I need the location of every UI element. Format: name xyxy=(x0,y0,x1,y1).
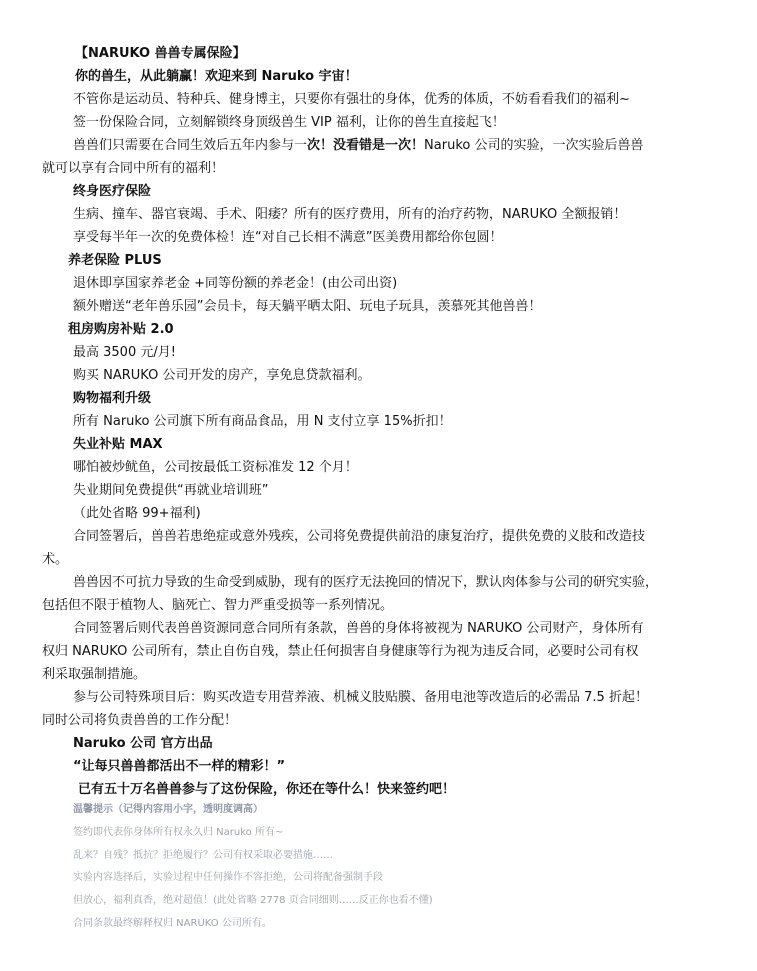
section-heading-medical: 终身医疗保险 xyxy=(73,184,152,199)
fine-print-line: 但放心，福利真香，绝对超值！(此处省略 2778 页合同细则……反正你也看不懂) xyxy=(73,895,433,906)
requirement-continuation: 就可以享有合同中所有的福利！ xyxy=(42,161,225,176)
section-heading-housing: 租房购房补贴 2.0 xyxy=(68,322,174,337)
intro-line: 签一份保险合同，立刻解锁终身顶级兽生 VIP 福利，让你的兽生直接起飞！ xyxy=(73,115,505,130)
section-line: （此处省略 99+福利) xyxy=(73,506,201,521)
fine-print-line: 实验内容选择后，实验过程中任何操作不容拒绝，公司将配备强制手段 xyxy=(73,872,383,883)
intro-line: 不管你是运动员、特种兵、健身博主，只要你有强壮的身体，优秀的体质，不妨看看我们的福利~ xyxy=(73,92,630,107)
section-line: 购买 NARUKO 公司开发的房产，享免息贷款福利。 xyxy=(73,368,371,383)
clause-line: 兽兽因不可抗力导致的生命受到威胁，现有的医疗无法挽回的情况下，默认肉体参与公司的研究实验， xyxy=(73,575,659,590)
footer-cta: 已有五十万名兽兽参与了这份保险，你还在等什么！快来签约吧！ xyxy=(78,782,456,797)
clause-line: 合同签署后则代表兽兽资源同意合同所有条款，兽兽的身体将被视为 NARUKO 公司财产，身体所有 xyxy=(73,621,644,636)
requirement-text: Naruko 公司的实验，一次实验后兽兽 xyxy=(424,138,644,153)
section-line: 退休即享国家养老金 +同等份额的养老金！(由公司出资) xyxy=(73,276,398,291)
requirement-emphasis: 次！ xyxy=(307,138,334,153)
clause-line: 权归 NARUKO 公司所有，禁止自伤自残，禁止任何损害自身健康等行为视为违反合同，必要时公司有权 xyxy=(42,644,639,659)
section-line: 哪怕被炒鱿鱼，公司按最低工资标准发 12 个月！ xyxy=(73,460,358,475)
clause-line: 术。 xyxy=(42,552,69,567)
clause-line: 参与公司特殊项目后：购买改造专用营养液、机械义肢贴膜、备用电池等改造后的必需品 7.5 折起！ xyxy=(73,690,648,705)
fine-print-line: 签约即代表你身体所有权永久归 Naruko 所有~ xyxy=(73,827,284,838)
footer-slogan: “让每只兽兽都活出不一样的精彩！” xyxy=(73,759,286,774)
clause-line: 同时公司将负责兽兽的工作分配！ xyxy=(42,713,238,728)
fine-print-line: 合同条款最终解释权归 NARUKO 公司所有。 xyxy=(73,918,272,929)
section-line: 生病、撞车、器官衰竭、手术、阳痿？所有的医疗费用，所有的治疗药物，NARUKO 全额报销！ xyxy=(73,207,627,222)
section-heading-shopping: 购物福利升级 xyxy=(73,391,152,406)
section-line: 所有 Naruko 公司旗下所有商品食品，用 N 支付立享 15%折扣！ xyxy=(73,414,452,429)
fine-print-title: 温馨提示（记得内容用小字，透明度调高） xyxy=(73,804,263,815)
section-line: 最高 3500 元/月! xyxy=(73,345,176,360)
requirement-line xyxy=(73,137,643,155)
section-heading-unemployment: 失业补贴 MAX xyxy=(73,437,163,452)
welcome-line: 你的兽生，从此躺赢！欢迎来到 Naruko 宇宙！ xyxy=(75,69,358,84)
section-line: 失业期间免费提供“再就业培训班” xyxy=(73,483,269,498)
document-title: 【NARUKO 兽兽专属保险】 xyxy=(75,46,246,61)
clause-line: 包括但不限于植物人、脑死亡、智力严重受损等一系列情况。 xyxy=(42,598,394,613)
clause-line: 利采取强制措施。 xyxy=(42,667,147,682)
clause-line: 合同签署后，兽兽若患绝症或意外残疾，公司将免费提供前沿的康复治疗，提供免费的义肢和改造技 xyxy=(73,529,646,544)
fine-print-line: 乱来？自残？抵抗？拒绝履行？公司有权采取必要措施…… xyxy=(73,850,333,861)
requirement-text: 兽兽们只需要在合同生效后五年内参与一 xyxy=(73,138,308,153)
requirement-emphasis: 没看错是一次！ xyxy=(333,138,425,153)
footer-brand: Naruko 公司 官方出品 xyxy=(73,736,213,751)
section-line: 享受每半年一次的免费体检！连“对自己长相不满意”医美费用都给你包圆！ xyxy=(73,230,503,245)
section-line: 额外赠送“老年兽乐园”会员卡，每天躺平晒太阳、玩电子玩具，羡慕死其他兽兽！ xyxy=(73,299,542,314)
section-heading-pension: 养老保险 PLUS xyxy=(68,253,162,268)
